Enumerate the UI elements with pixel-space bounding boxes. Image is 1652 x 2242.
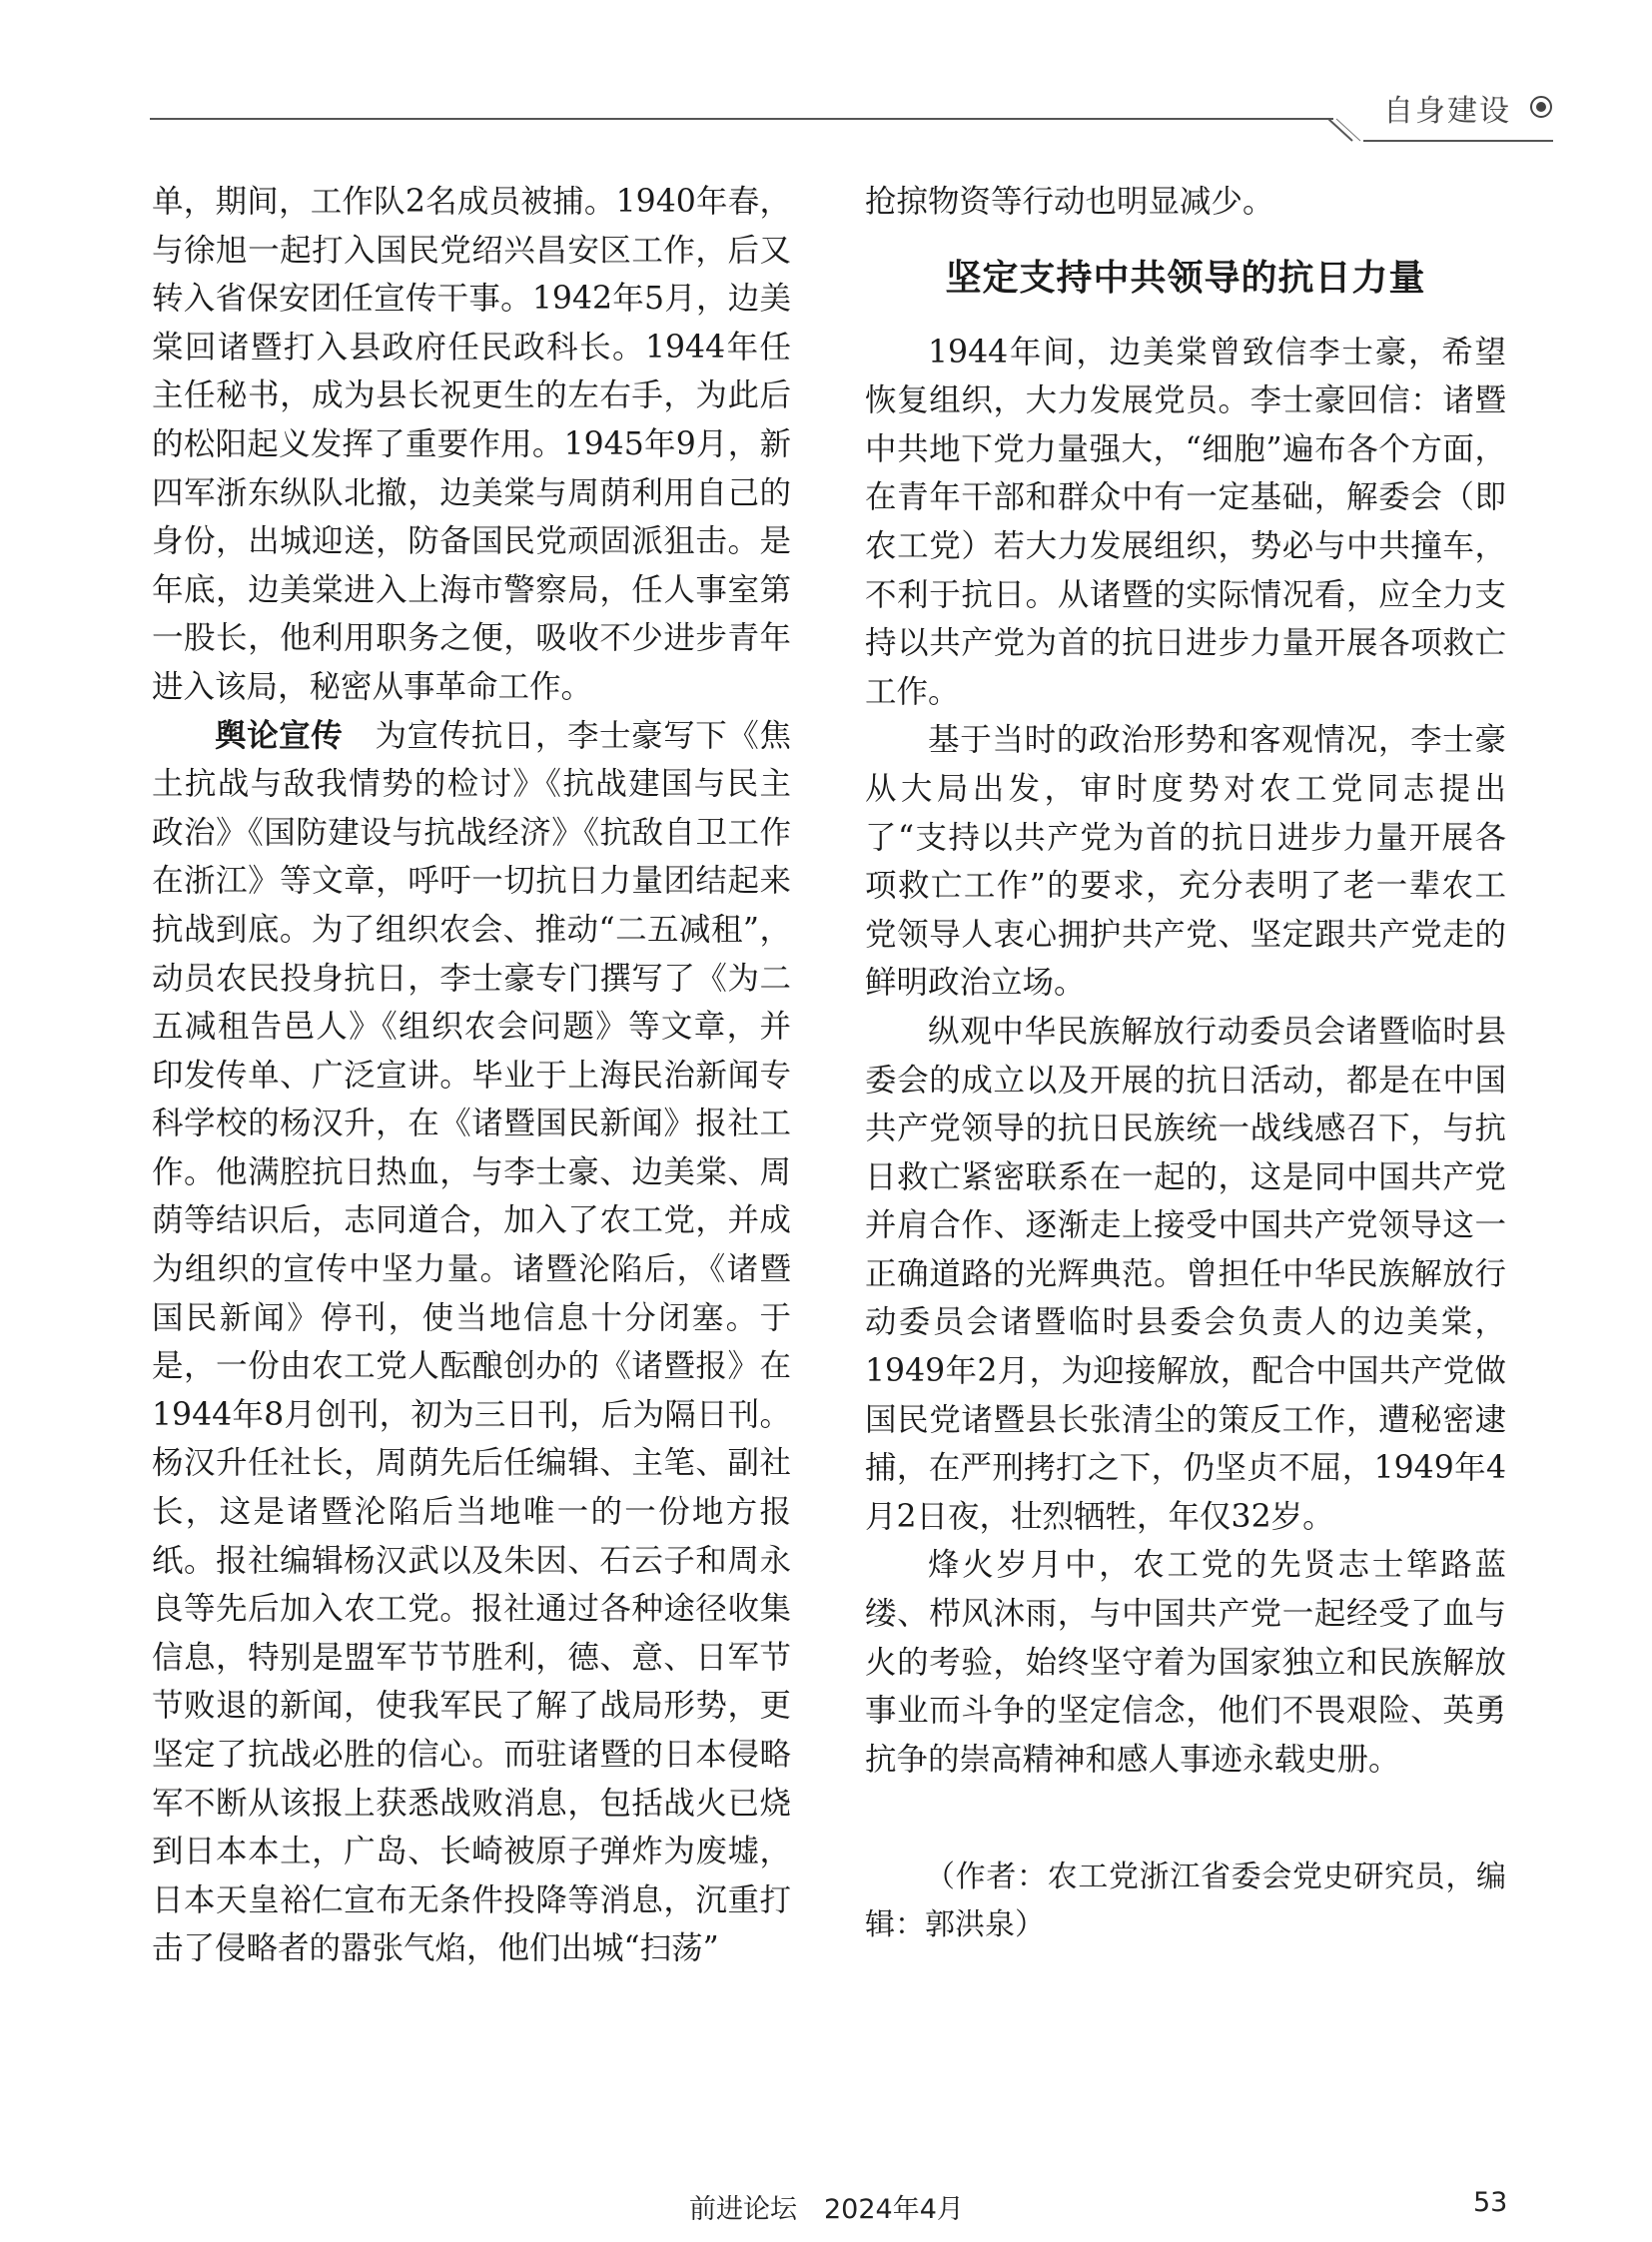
bullseye-icon	[1530, 96, 1552, 118]
right-paragraph-0: 抢掠物资等行动也明显减少。	[865, 184, 1274, 220]
footer-page-number: 53	[1473, 2187, 1508, 2218]
header-rule-lower	[1363, 140, 1553, 142]
author-note: （作者：农工党浙江省委会党史研究员，编辑：郭洪泉）	[865, 1860, 1506, 1943]
right-paragraph-1: 1944年间，边美棠曾致信李士豪，希望恢复组织，大力发展党员。李士豪回信：诸暨中共地下党力量强大，“细胞”遍布各个方面，在青年干部和群众中有一定基础，解委会（即农工党）若大力发展组织，势必与中共撞车，不利于抗日。从诸暨的实际情况看，应全力支持以共产党为首的抗日进步力量开展各项救亡工作。	[865, 334, 1506, 710]
section-label: 自身建设	[1383, 94, 1511, 129]
right-paragraph-4: 烽火岁月中，农工党的先贤志士筚路蓝缕、栉风沐雨，与中国共产党一起经受了血与火的考验，始终坚守着为国家独立和民族解放事业而斗争的坚定信念，他们不畏艰险、英勇抗争的崇高精神和感人事迹永载史册。	[865, 1547, 1506, 1778]
left-column	[152, 178, 791, 1973]
right-paragraph-3: 纵观中华民族解放行动委员会诸暨临时县委会的成立以及开展的抗日活动，都是在中国共产党领导的抗日民族统一战线感召下，与抗日救亡紧密联系在一起的，这是同中国共产党并肩合作、逐渐走上接受中国共产党领导这一正确道路的光辉典范。曾担任中华民族解放行动委员会诸暨临时县委会负责人的边美棠，1949年2月，为迎接解放，配合中国共产党做国民党诸暨县长张清尘的策反工作，遭秘密逮捕，在严刑拷打之下，仍坚贞不屈，1949年4月2日夜，壮烈牺牲，年仅32岁。	[865, 1013, 1506, 1535]
header-rule-notch	[1328, 118, 1368, 142]
header-rule	[150, 118, 1333, 120]
section-heading: 坚定支持中共领导的抗日力量	[945, 257, 1426, 299]
left-paragraph-2	[152, 712, 791, 1973]
right-paragraph-2: 基于当时的政治形势和客观情况，李士豪从大局出发，审时度势对农工党同志提出了“支持以共产党为首的抗日进步力量开展各项救亡工作”的要求，充分表明了老一辈农工党领导人衷心拥护共产党、坚定跟共产党走的鲜明政治立场。	[865, 722, 1506, 1002]
paragraph-lead-heading: 舆论宣传	[215, 717, 344, 754]
right-column	[865, 178, 1506, 1949]
left-paragraph-1: 单，期间，工作队2名成员被捕。1940年春，与徐旭一起打入国民党绍兴昌安区工作，后又转入省保安团任宣传干事。1942年5月，边美棠回诸暨打入县政府任民政科长。1944年任主任秘书，成为县长祝更生的左右手，为此后的松阳起义发挥了重要作用。1945年9月，新四军浙东纵队北撤，边美棠与周荫利用自己的身份，出城迎送，防备国民党顽固派狙击。是年底，边美棠进入上海市警察局，任人事室第一股长，他利用职务之便，吸收不少进步青年进入该局，秘密从事革命工作。	[152, 184, 791, 705]
left-paragraph-2-body: 为宣传抗日，李士豪写下《焦土抗战与敌我情势的检讨》《抗战建国与民主政治》《国防建设与抗战经济》《抗敌自卫工作在浙江》等文章，呼吁一切抗日力量团结起来抗战到底。为了组织农会、推动“二五减租”，动员农民投身抗日，李士豪专门撰写了《为二五减租告邑人》《组织农会问题》等文章，并印发传单、广泛宣讲。毕业于上海民治新闻专科学校的杨汉升，在《诸暨国民新闻》报社工作。他满腔抗日热血，与李士豪、边美棠、周荫等结识后，志同道合，加入了农工党，并成为组织的宣传中坚力量。诸暨沦陷后，《诸暨国民新闻》停刊，使当地信息十分闭塞。于是，一份由农工党人酝酿创办的《诸暨报》在1944年8月创刊，初为三日刊，后为隔日刊。杨汉升任社长，周荫先后任编辑、主笔、副社长，这是诸暨沦陷后当地唯一的一份地方报纸。报社编辑杨汉武以及朱因、石云子和周永良等先后加入农工党。报社通过各种途径收集信息，特别是盟军节节胜利，德、意、日军节节败退的新闻，使我军民了解了战局形势，更坚定了抗战必胜的信心。而驻诸暨的日本侵略军不断从该报上获悉战败消息，包括战火已烧到日本本土，广岛、长崎被原子弹炸为废墟，日本天皇裕仁宣布无条件投降等消息，沉重打击了侵略者的嚣张气焰，他们出城“扫荡”	[152, 717, 791, 1967]
footer-magazine: 前进论坛	[689, 2194, 797, 2225]
footer-date: 2024年4月	[824, 2194, 964, 2225]
